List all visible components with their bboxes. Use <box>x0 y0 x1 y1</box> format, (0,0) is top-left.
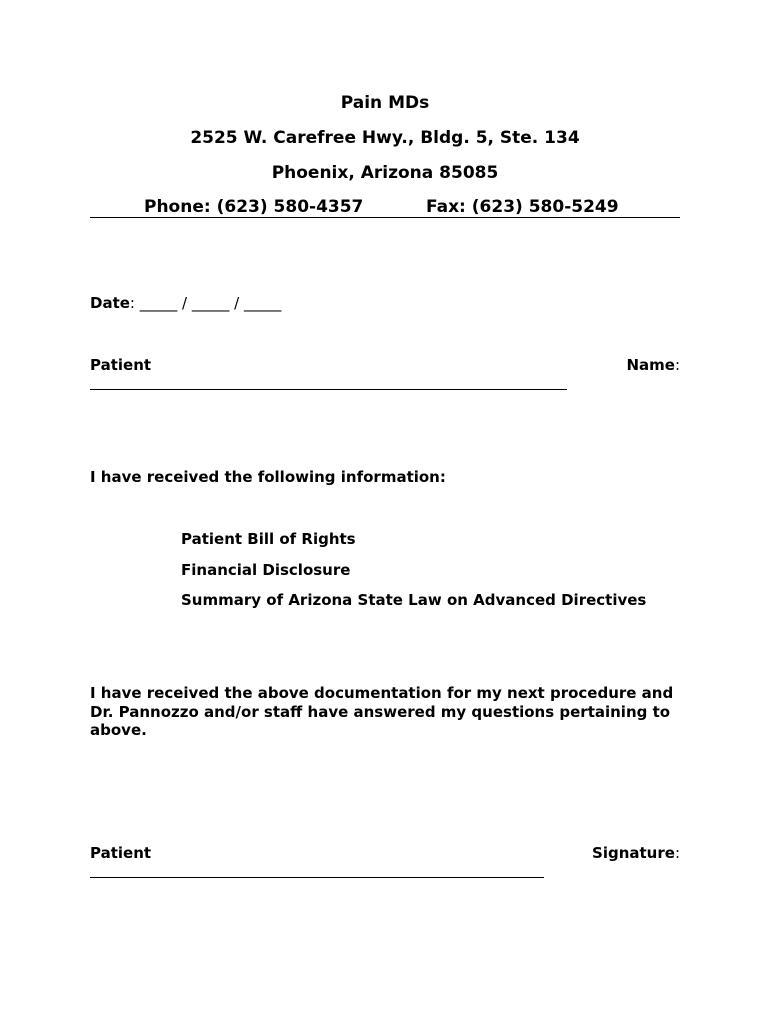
received-item: Patient Bill of Rights <box>181 530 356 548</box>
signature-label-right-group <box>592 844 680 862</box>
patient-name-label-right-group <box>626 356 680 374</box>
practice-address: 2525 W. Carefree Hwy., Bldg. 5, Ste. 134 <box>190 128 580 148</box>
header-rule <box>90 217 680 218</box>
date-blanks: _____ / _____ / _____ <box>134 294 282 312</box>
date-field[interactable] <box>90 294 281 312</box>
patient-name-label-right: Name <box>626 356 675 374</box>
patient-name-label-left: Patient <box>90 356 152 374</box>
signature-label-right: Signature <box>592 844 675 862</box>
patient-name-colon: : <box>674 356 680 374</box>
date-colon: : <box>129 294 135 312</box>
practice-name: Pain MDs <box>340 93 430 113</box>
practice-fax: Fax: (623) 580-5249 <box>426 197 619 217</box>
practice-city: Phoenix, Arizona 85085 <box>271 163 499 183</box>
patient-name-line[interactable] <box>90 389 567 390</box>
acknowledgement-line: above. <box>90 721 147 739</box>
signature-line[interactable] <box>90 877 544 878</box>
signature-label-left: Patient <box>90 844 152 862</box>
practice-phone: Phone: (623) 580-4357 <box>144 197 364 217</box>
received-item: Financial Disclosure <box>181 561 351 579</box>
received-item: Summary of Arizona State Law on Advanced Directives <box>181 591 647 609</box>
received-intro: I have received the following information: <box>90 468 446 486</box>
date-label: Date <box>90 294 130 312</box>
acknowledgement-line: I have received the above documentation for my next procedure and <box>90 684 674 702</box>
acknowledgement-line: Dr. Pannozzo and/or staff have answered my questions pertaining to <box>90 703 671 721</box>
signature-colon: : <box>674 844 680 862</box>
